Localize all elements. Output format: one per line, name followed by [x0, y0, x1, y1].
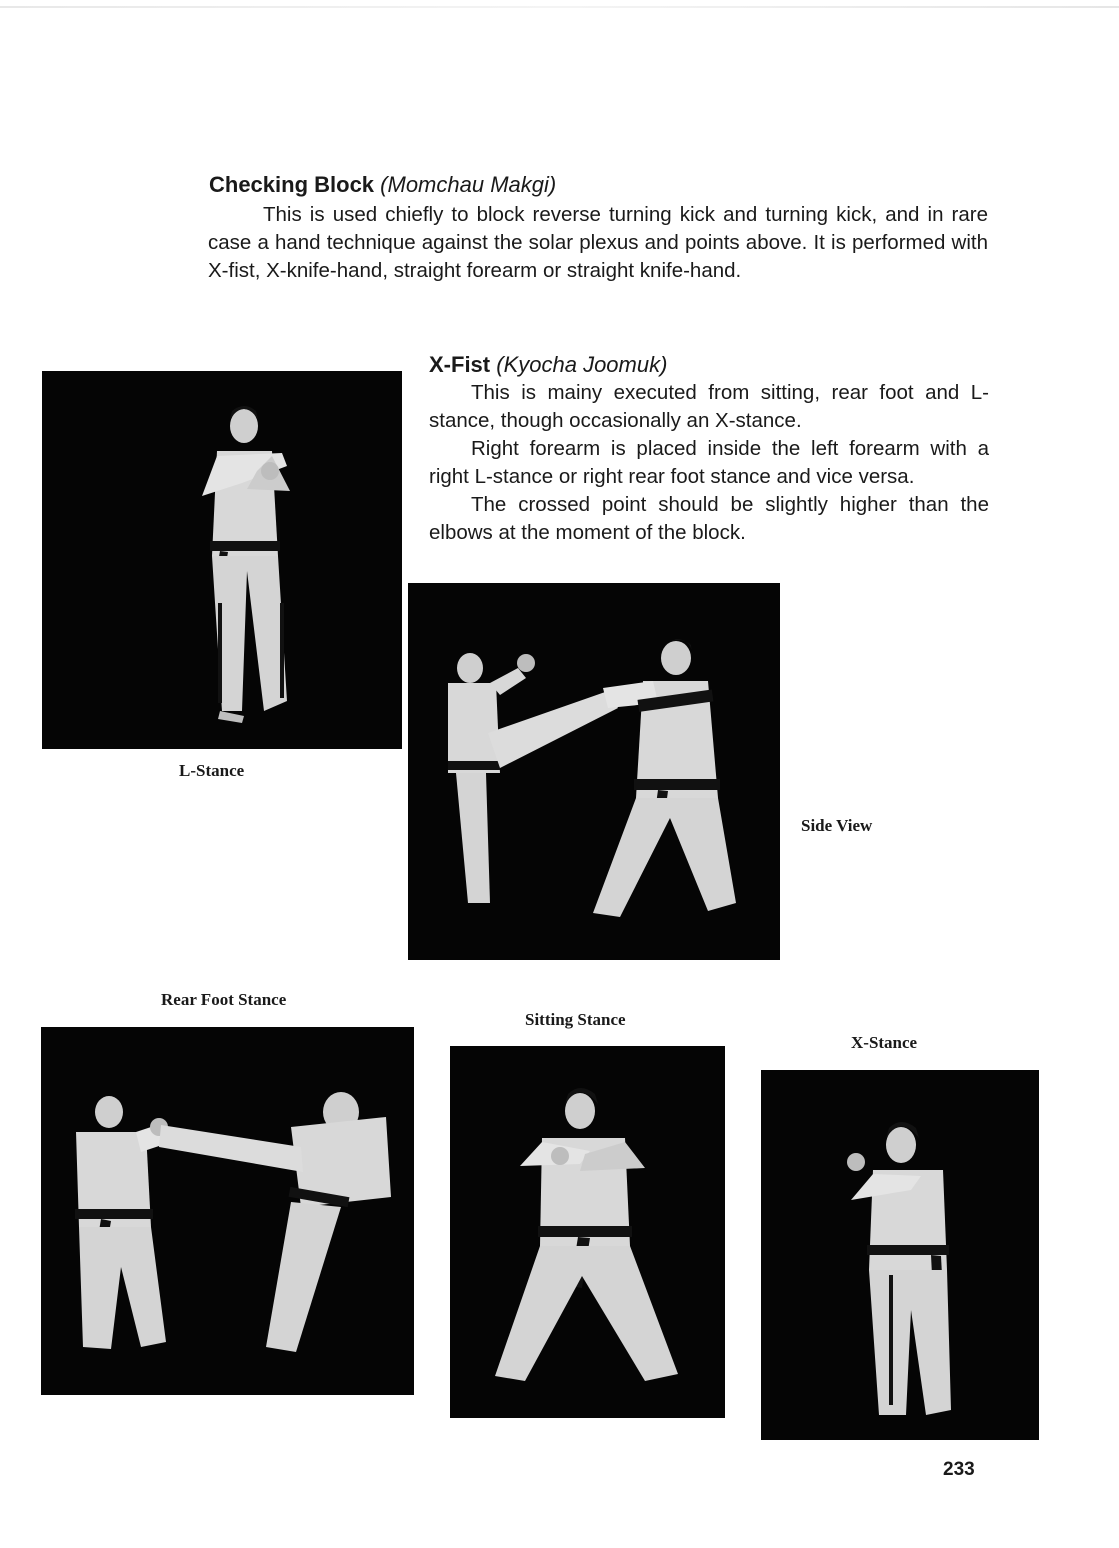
x-fist-korean-title: (Kyocha Joomuk)	[496, 352, 668, 377]
scan-edge-line	[0, 6, 1119, 8]
side-view-caption: Side View	[801, 816, 873, 835]
x-fist-paragraph-1: This is mainy executed from sitting, rear foot and L-stance, though occasionally an X-stance.	[429, 381, 989, 432]
rear-foot-stance-photo	[41, 1027, 414, 1395]
checking-block-korean-title: (Momchau Makgi)	[380, 172, 557, 197]
x-stance-caption: X-Stance	[851, 1033, 918, 1052]
side-view-photo	[408, 583, 780, 960]
page-number: 233	[943, 1459, 975, 1480]
checking-block-description: This is used chiefly to block reverse turning kick and turning kick, and in rare case a hand technique against the solar plexus and points above. It is performed with X-fist, X-knife-hand, straight forearm or straight knife-hand.	[208, 203, 988, 282]
x-fist-paragraph-3: The crossed point should be slightly higher than the elbows at the moment of the block.	[429, 493, 989, 544]
checking-block-title: Checking Block	[209, 172, 375, 197]
x-fist-body	[429, 379, 989, 547]
x-stance-photo	[761, 1070, 1039, 1440]
sitting-stance-photo	[450, 1046, 725, 1418]
l-stance-caption: L-Stance	[179, 761, 245, 780]
x-fist-paragraph-2: Right forearm is placed inside the left forearm with a right L-stance or right rear foot stance and vice versa.	[429, 437, 989, 488]
checking-block-heading	[209, 172, 556, 198]
sitting-stance-caption: Sitting Stance	[525, 1010, 626, 1029]
x-fist-title: X-Fist	[429, 352, 491, 377]
x-fist-heading	[429, 352, 667, 378]
l-stance-photo	[42, 371, 402, 749]
rear-foot-stance-caption: Rear Foot Stance	[161, 990, 287, 1009]
